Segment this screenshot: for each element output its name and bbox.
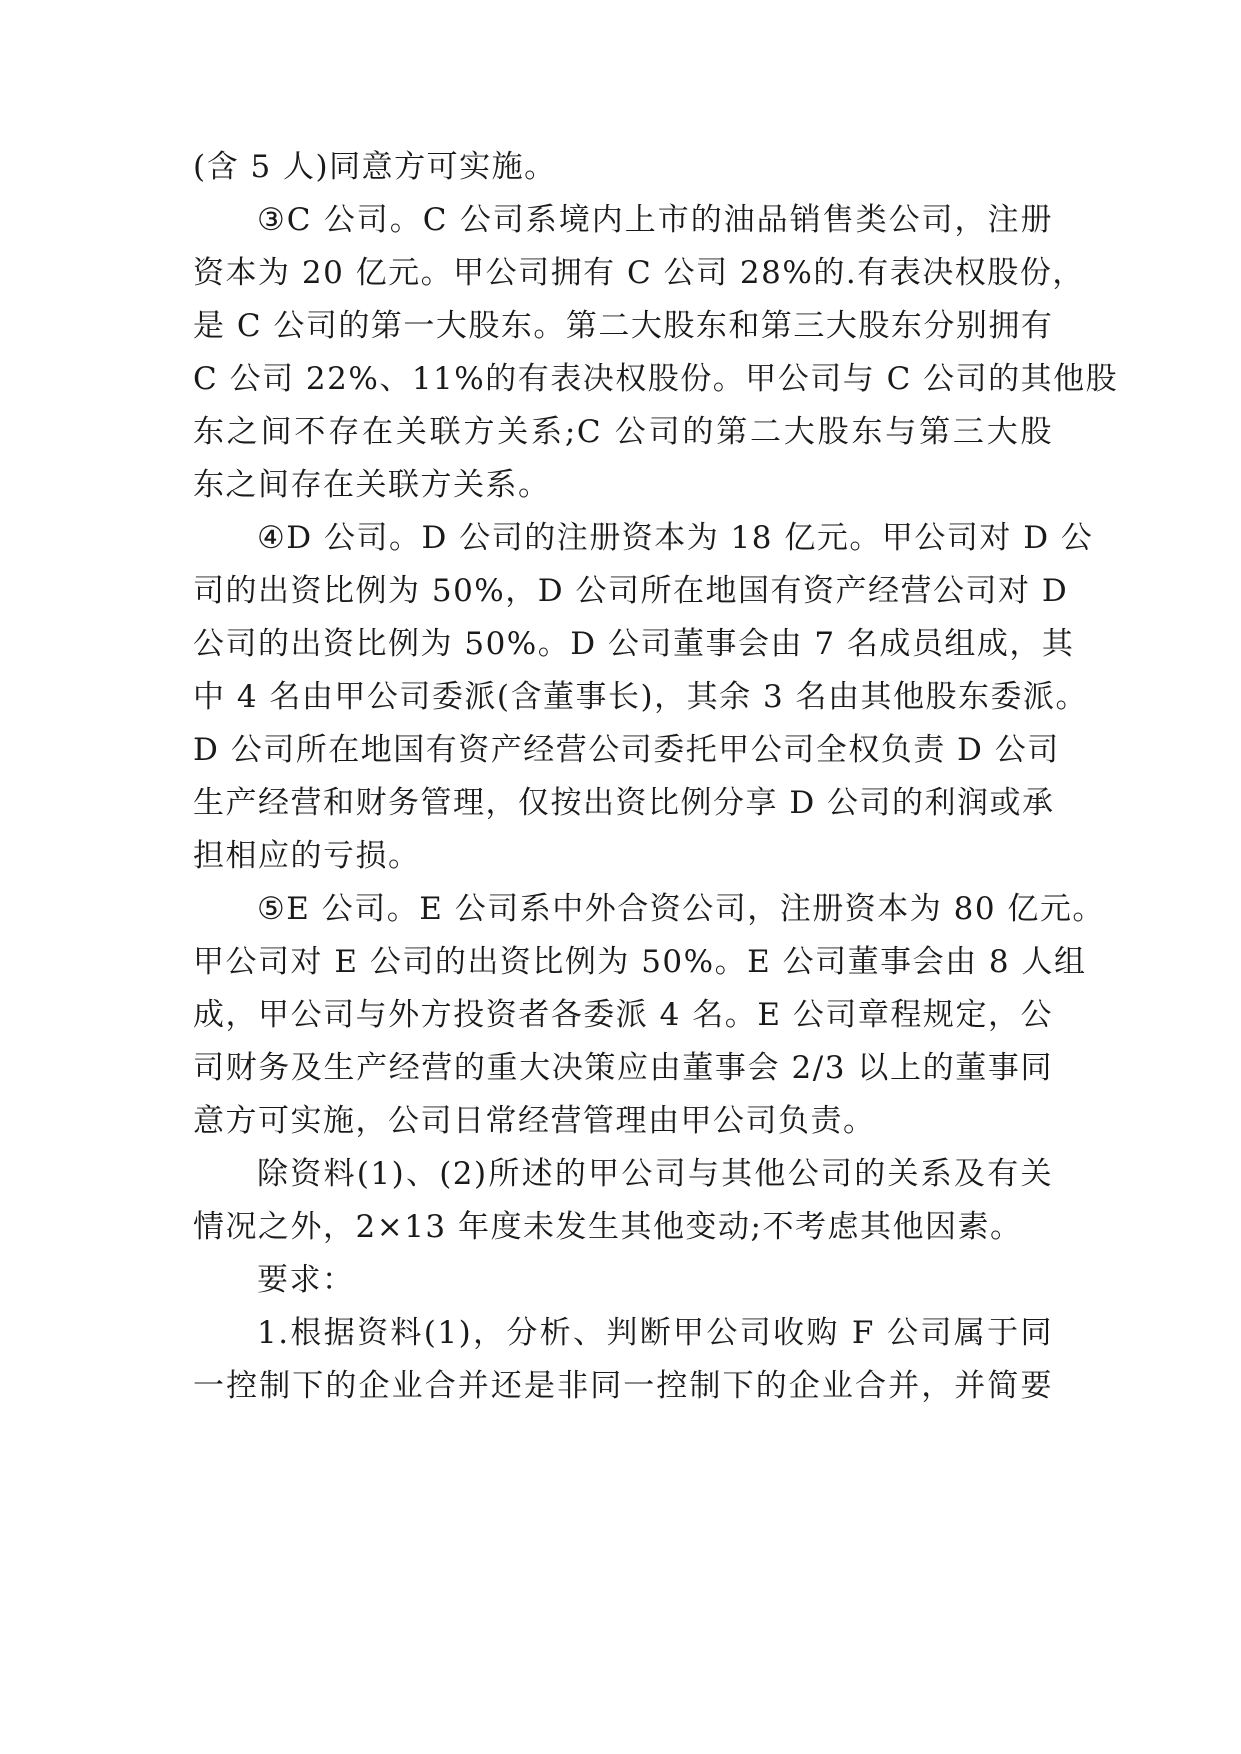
text-line: 东之间存在关联方关系。: [193, 467, 551, 503]
text-line: ③C 公司。C 公司系境内上市的油品销售类公司，注册: [257, 202, 1053, 238]
text-line: 情况之外，2×13 年度未发生其他变动;不考虑其他因素。: [193, 1209, 1023, 1245]
text-line: 资本为 20 亿元。甲公司拥有 C 公司 28%的.有表决权股份，: [193, 255, 1085, 291]
text-line: D 公司所在地国有资产经营公司委托甲公司全权负责 D 公司: [193, 732, 1060, 768]
text-line: C 公司 22%、11%的有表决权股份。甲公司与 C 公司的其他股: [193, 361, 1119, 397]
text-line: 东之间不存在关联方关系;C 公司的第二大股东与第三大股: [193, 414, 1053, 450]
text-line: ④D 公司。D 公司的注册资本为 18 亿元。甲公司对 D 公: [257, 520, 1094, 556]
text-line: 意方可实施，公司日常经营管理由甲公司负责。: [193, 1103, 876, 1139]
text-line: 一控制下的企业合并还是非同一控制下的企业合并，并简要: [193, 1368, 1053, 1404]
text-line: 担相应的亏损。: [193, 838, 421, 874]
text-line: 要求：: [257, 1262, 355, 1298]
text-line: 成，甲公司与外方投资者各委派 4 名。E 公司章程规定，公: [193, 997, 1053, 1033]
text-line: 生产经营和财务管理，仅按出资比例分享 D 公司的利润或承: [193, 785, 1055, 821]
text-line: 公司的出资比例为 50%。D 公司董事会由 7 名成员组成，其: [193, 626, 1075, 662]
text-line: 司财务及生产经营的重大决策应由董事会 2/3 以上的董事同: [193, 1050, 1053, 1086]
text-line: 司的出资比例为 50%，D 公司所在地国有资产经营公司对 D: [193, 573, 1069, 609]
text-line: (含 5 人)同意方可实施。: [193, 149, 557, 185]
text-line: ⑤E 公司。E 公司系中外合资公司，注册资本为 80 亿元。: [257, 891, 1105, 927]
text-line: 是 C 公司的第一大股东。第二大股东和第三大股东分别拥有: [193, 308, 1054, 344]
text-line: 中 4 名由甲公司委派(含董事长)，其余 3 名由其他股东委派。: [193, 679, 1089, 715]
text-line: 1.根据资料(1)，分析、判断甲公司收购 F 公司属于同: [257, 1315, 1053, 1351]
text-line: 甲公司对 E 公司的出资比例为 50%。E 公司董事会由 8 人组: [193, 944, 1087, 980]
text-line: 除资料(1)、(2)所述的甲公司与其他公司的关系及有关: [257, 1156, 1053, 1192]
